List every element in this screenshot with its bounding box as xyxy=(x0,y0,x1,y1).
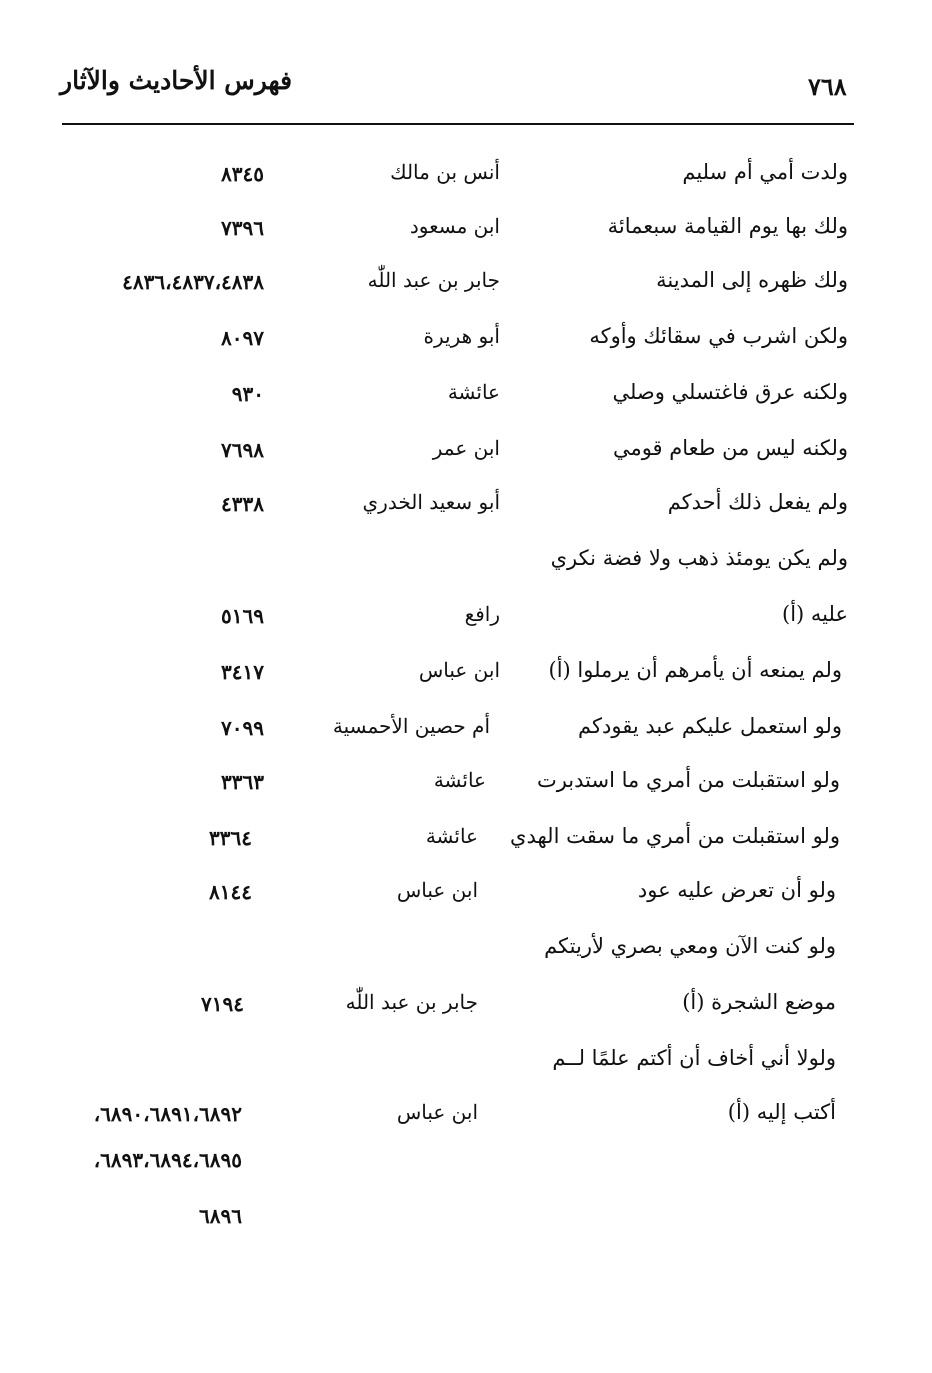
header-rule xyxy=(62,123,854,125)
reference-numbers: ٦٨٩٣،٦٨٩٤،٦٨٩٥، xyxy=(93,1148,242,1172)
narrator: عائشة xyxy=(447,380,500,404)
narrator: ابن عباس xyxy=(396,878,478,902)
index-row xyxy=(0,878,932,934)
index-row xyxy=(0,1046,932,1102)
hadith-text: ولم يفعل ذلك أحدكم xyxy=(667,490,848,514)
narrator: عائشة xyxy=(425,824,478,848)
reference-numbers: ٦٨٩٠،٦٨٩١،٦٨٩٢، xyxy=(93,1102,242,1126)
narrator: أم حصين الأحمسية xyxy=(332,714,490,738)
reference-numbers: ٨١٤٤ xyxy=(209,880,252,904)
hadith-text: ولكنه ليس من طعام قومي xyxy=(612,436,848,460)
index-row xyxy=(0,380,932,436)
reference-numbers: ٧٠٩٩ xyxy=(221,716,264,740)
hadith-text: ولك بها يوم القيامة سبعمائة xyxy=(607,214,848,238)
hadith-text: ولكن اشرب في سقائك وأوكه xyxy=(589,324,848,348)
narrator: جابر بن عبد اللّٰه xyxy=(367,268,500,292)
hadith-text: ولك ظهره إلى المدينة xyxy=(656,268,848,292)
index-row xyxy=(0,658,932,714)
reference-numbers: ٨٠٩٧ xyxy=(221,326,264,350)
reference-numbers: ٤٨٣٦،٤٨٣٧،٤٨٣٨ xyxy=(122,270,264,294)
reference-numbers: ٨٣٤٥ xyxy=(221,162,264,186)
reference-numbers: ٣٣٦٤ xyxy=(209,826,252,850)
narrator: ابن عباس xyxy=(418,658,500,682)
narrator: ابن مسعود xyxy=(409,214,500,238)
index-row xyxy=(0,324,932,380)
hadith-text: ولو كنت الآن ومعي بصري لأريتكم xyxy=(544,934,836,958)
hadith-text: عليه (أ) xyxy=(782,602,848,626)
running-title: فهرس الأحاديث والآثار xyxy=(60,66,293,95)
reference-numbers: ٤٣٣٨ xyxy=(221,492,264,516)
narrator: أبو سعيد الخدري xyxy=(362,490,500,514)
index-row xyxy=(0,714,932,770)
hadith-text: ولو أن تعرض عليه عود xyxy=(637,878,836,902)
hadith-text: ولكنه عرق فاغتسلي وصلي xyxy=(612,380,848,404)
index-row xyxy=(0,990,932,1046)
reference-numbers: ٣٣٦٣ xyxy=(221,770,264,794)
narrator: أبو هريرة xyxy=(423,324,500,348)
hadith-text: ولو استقبلت من أمري ما استدبرت xyxy=(536,768,840,792)
page-number: ٧٦٨ xyxy=(808,72,847,101)
reference-numbers: ٣٤١٧ xyxy=(221,660,264,684)
index-row xyxy=(0,160,932,216)
hadith-text: أكتب إليه (أ) xyxy=(727,1100,836,1124)
hadith-text: ولو استعمل عليكم عبد يقودكم xyxy=(578,714,842,738)
hadith-text: موضع الشجرة (أ) xyxy=(682,990,836,1014)
index-row xyxy=(0,768,932,824)
index-row xyxy=(0,934,932,990)
index-row xyxy=(0,1202,932,1258)
index-row xyxy=(0,1146,932,1202)
reference-numbers: ٧٣٩٦ xyxy=(221,216,264,240)
index-row xyxy=(0,824,932,880)
index-row xyxy=(0,436,932,492)
index-row xyxy=(0,268,932,324)
narrator: رافع xyxy=(464,602,500,626)
reference-numbers: ٩٣٠ xyxy=(231,382,264,406)
narrator: ابن عباس xyxy=(396,1100,478,1124)
index-row xyxy=(0,490,932,546)
hadith-text: ولم يكن يومئذ ذهب ولا فضة نكري xyxy=(550,546,848,570)
index-row xyxy=(0,214,932,270)
narrator: جابر بن عبد اللّٰه xyxy=(345,990,478,1014)
index-row xyxy=(0,546,932,602)
reference-numbers: ٥١٦٩ xyxy=(221,604,264,628)
reference-numbers: ٧٦٩٨ xyxy=(221,438,264,462)
hadith-text: ولم يمنعه أن يأمرهم أن يرملوا (أ) xyxy=(548,658,842,682)
hadith-text: ولو استقبلت من أمري ما سقت الهدي xyxy=(510,824,840,848)
hadith-text: ولولا أني أخاف أن أكتم علمًا لــم xyxy=(552,1046,836,1070)
narrator: عائشة xyxy=(433,768,486,792)
index-row xyxy=(0,602,932,658)
hadith-text: ولدت أمي أم سليم xyxy=(682,160,848,184)
narrator: أنس بن مالك xyxy=(390,160,500,184)
reference-numbers: ٧١٩٤ xyxy=(201,992,244,1016)
narrator: ابن عمر xyxy=(432,436,500,460)
reference-numbers: ٦٨٩٦ xyxy=(199,1204,242,1228)
